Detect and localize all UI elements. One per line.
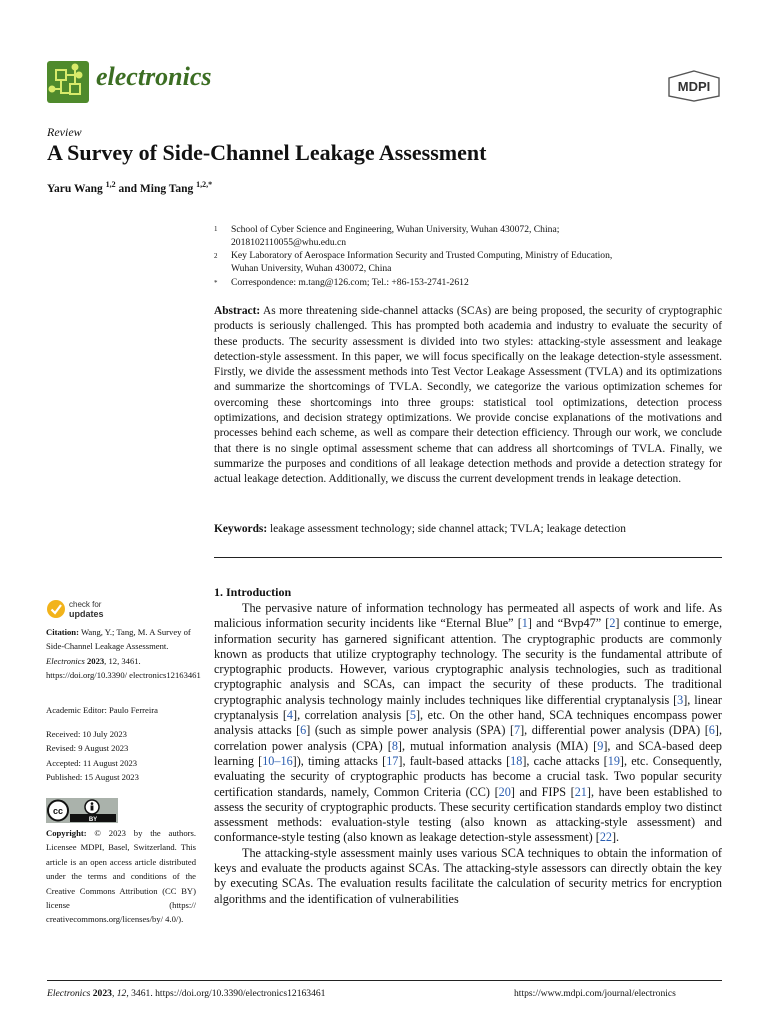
citation-ref-link[interactable]: 5 [409, 708, 416, 723]
abstract-label: Abstract: [214, 305, 261, 317]
paragraph-text: ], and SCA-based deep learning [ [214, 738, 722, 768]
citation-ref-link[interactable]: 17 [386, 753, 399, 768]
paragraph-text: ], have been established to assess the security of cryptographic products. These security certification standards employ two distinct assessment methods: evaluation-style testing (also known as attacking-style assessment) and conformance-style testing (also known as leakage detection-style assessment) [ [214, 784, 722, 845]
section-heading: 1. Introduction [214, 585, 292, 599]
citation-ref-link[interactable]: 6 [300, 723, 307, 738]
footer-volume: 12 [116, 988, 127, 999]
footer-journal-url[interactable]: https://www.mdpi.com/journal/electronics [514, 988, 676, 999]
academic-editor: Academic Editor: Paulo Ferreira [46, 705, 158, 715]
citation-year: 2023 [86, 655, 105, 666]
paragraph-text: ], etc. Consequently, evaluating the security of cryptographic products has become a crucial task. Two popular security certification standards, namely, Common Criteria (CC) [ [214, 753, 722, 799]
citation-authors: Wang, Y.; Tang, M. A Survey of Side-Channel Leakage Assessment. [46, 627, 191, 652]
citation-ref-link[interactable]: 21 [574, 784, 587, 799]
copyright-text: © 2023 by the authors. Licensee MDPI, Basel, Switzerland. This article is an open access article distributed under the terms and conditions of the Creative Commons Attribution (CC BY) license (https:// creativecommons.org/licenses/by/ 4.0/). [46, 828, 196, 925]
mdpi-logo-icon [668, 70, 720, 102]
citation [46, 625, 206, 683]
citation-ref-link[interactable]: 8 [391, 738, 398, 753]
accepted-date: Accepted: 11 August 2023 [46, 757, 138, 768]
page-title: A Survey of Side-Channel Leakage Assessment [47, 140, 487, 165]
citation-ref-link[interactable]: 3 [677, 692, 684, 707]
journal-name: electronics [96, 62, 212, 91]
paragraph-text: ], etc. On the other hand, SCA techniques encompass power analysis attacks [ [214, 708, 722, 738]
paragraph-text: ] and FIPS [ [510, 784, 575, 799]
citation-ref-link[interactable]: 22 [599, 830, 612, 845]
citation-ref-link[interactable]: 4 [286, 708, 294, 723]
citation-journal: Electronics [46, 655, 85, 666]
paragraph-text: ], mutual information analysis (MIA) [ [397, 738, 598, 753]
affiliation-2 [231, 249, 721, 275]
electronics-logo-icon [47, 61, 89, 103]
section-body [214, 601, 722, 907]
abstract-text: As more threatening side-channel attacks (SCAs) are being proposed, the security of cryptographic products is seriously challenged. This has prompted both academia and industry to evaluate the security of these products. The security assessment is divided into two styles: attacking-style assessment and leakage detection-style assessment. In this paper, we will focus specifically on the leakage detection-style assessment. Firstly, we divide the assessment methods into Test Vector Leakage Assessment (TVLA) and its optimizations and summarize the shortcomings of TVLA. Secondly, we categorize the various optimization schemes for overcoming these shortcomings into three groups: statistical tool optimizations, detection process optimizations, and decision strategy optimizations. We provide concise explanations of the motivations and processes behind each scheme, as well as compare their detection efficiency. Through our work, we conclude that there is no single optimal assessment scheme that can address all shortcomings of TVLA. Finally, we summarize the purposes and conditions of all leakage detection methods and provide a detection strategy for actual leakage detection. Additionally, we discuss the current development trends in leakage detection. [214, 305, 722, 486]
affiliation-number: 2 [214, 252, 218, 260]
citation-ref-link[interactable]: 7 [514, 723, 521, 738]
author-name[interactable]: Ming Tang [139, 182, 194, 195]
affiliation-line: Key Laboratory of Aerospace Information Security and Trusted Computing, Ministry of Education, [231, 250, 613, 261]
footer-divider [47, 980, 722, 981]
keywords [214, 523, 722, 535]
affiliation-number: 1 [214, 225, 218, 233]
author-name[interactable]: Yaru Wang [47, 182, 103, 195]
check-for-updates-icon[interactable] [46, 598, 116, 620]
citation-ref-link[interactable]: 10–16 [262, 753, 293, 768]
paragraph-text: ]), timing attacks [ [292, 753, 387, 768]
citation-ref-link[interactable]: 18 [510, 753, 523, 768]
affiliation-number: * [214, 279, 218, 287]
mdpi-logo-text: MDPI [677, 79, 711, 94]
svg-text:cc: cc [52, 806, 64, 816]
published-date: Published: 15 August 2023 [46, 772, 139, 783]
paragraph: The attacking-style assessment mainly uses various SCA techniques to obtain the information of keys and evaluate the products against SCAs. The attacking-style assessors can directly obtain the key by executing SCAs. The evaluation results facilitate the calculation of security metrics for encryption algorithms and the identification of vulnerabilities [214, 845, 722, 906]
paragraph-text: ], linear cryptanalysis [ [214, 692, 722, 723]
keywords-text: leakage assessment technology; side channel attack; TVLA; leakage detection [270, 523, 626, 535]
check-for-updates-top: check for [69, 600, 102, 609]
author-list [47, 180, 212, 195]
footer-citation: Electronics 2023, 12, 3461. https://doi.org/10.3390/electronics12163461 [47, 988, 326, 999]
cc-by-label: BY [88, 817, 98, 823]
abstract [214, 304, 722, 488]
correspondence: Correspondence: m.tang@126.com; Tel.: +86-153-2741-2612 [231, 277, 469, 288]
footer-year: 2023 [92, 988, 112, 999]
citation-label: Citation: [46, 627, 79, 637]
citation-ref-link[interactable]: 19 [607, 753, 620, 768]
affiliation-1 [231, 223, 721, 249]
cc-by-license-icon[interactable] [46, 798, 118, 823]
keywords-label: Keywords: [214, 523, 268, 535]
paragraph-text: ] and “Bvp47” [ [527, 616, 610, 631]
paragraph-text: ], cache attacks [ [522, 753, 608, 768]
paragraph-text: ]. [612, 830, 620, 845]
divider [214, 557, 722, 558]
received-date: Received: 10 July 2023 [46, 729, 127, 739]
citation-ref-link[interactable]: 20 [498, 784, 511, 799]
author-affiliation-sup: 1,2,* [196, 180, 213, 189]
citation-ref-link[interactable]: 1 [521, 616, 528, 631]
copyright-notice [46, 826, 196, 927]
paragraph [214, 601, 722, 846]
revised-date: Revised: 9 August 2023 [46, 743, 129, 754]
paragraph-text: ], correlation power analysis (CPA) [ [214, 723, 722, 753]
affiliation-line: School of Cyber Science and Engineering, Wuhan University, Wuhan 430072, China; [231, 224, 560, 235]
paragraph-text: The pervasive nature of information technology has permeated all aspects of work and life. As malicious information security incidents like “Eternal Blue” [ [214, 601, 722, 631]
affiliation-email[interactable]: 2018102110055@whu.edu.cn [231, 237, 347, 249]
citation-ref-link[interactable]: 6 [708, 723, 715, 738]
footer-doi[interactable]: , 3461. https://doi.org/10.3390/electronics12163461 [126, 988, 326, 999]
paragraph-text: ], fault-based attacks [ [398, 753, 511, 768]
paragraph-text: ] (such as simple power analysis (SPA) [ [306, 723, 515, 738]
paragraph-text: ], differential power analysis (DPA) [ [520, 723, 709, 738]
author-affiliation-sup: 1,2 [105, 180, 116, 189]
footer-journal: Electronics [47, 988, 91, 999]
check-for-updates-bottom: updates [69, 609, 104, 619]
paragraph-text: ], correlation analysis [ [293, 708, 410, 723]
copyright-label: Copyright: [46, 828, 87, 838]
dates [46, 727, 206, 785]
affiliation-line: Wuhan University, Wuhan 430072, China [231, 263, 392, 275]
article-type: Review [47, 125, 82, 139]
citation-ref-link[interactable]: 2 [609, 616, 616, 631]
paragraph-text: ] continue to emerge, information security has garnered significant attention. The cryptographic products are commonly known as products that utilize cryptography technology. The security is the fundamental attribute of cryptographic products. However, various cryptographic analysis technologies, such as traditional cryptographic analysis and SCAs, can impact the security of these products. The traditional cryptographic analysis technology mainly includes techniques like differential cryptanalysis [ [214, 616, 722, 707]
citation-doi[interactable]: , 12, 3461. https://doi.org/10.3390/ electronics12163461 [46, 655, 201, 681]
citation-ref-link[interactable]: 9 [597, 738, 604, 753]
author-conjunction: and [115, 182, 140, 195]
